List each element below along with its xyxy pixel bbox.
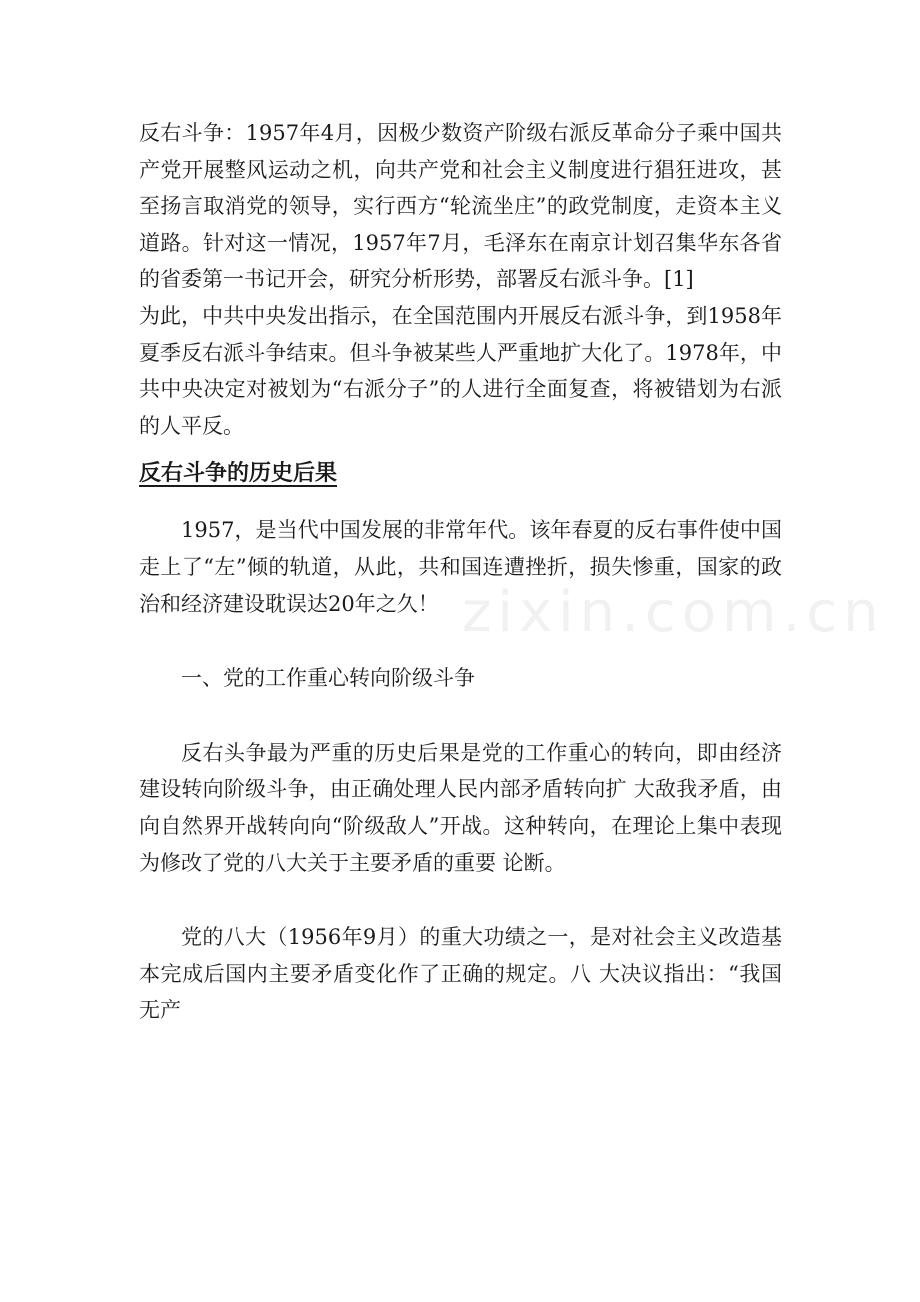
paragraph-shift: 反右头争最为严重的历史后果是党的工作重心的转向，即由经济建设转向阶级斗争，由正确处理人民内部矛盾转向扩 大敌我矛盾，由向自然界开战转向向“阶级敌人”开战。这种转向，在理论上集中表现为修改了党的八大关于主要矛盾的重要 论断。 bbox=[139, 740, 782, 875]
spacer bbox=[139, 498, 782, 512]
spacer bbox=[139, 697, 782, 735]
paragraph-campaign-end: 为此，中共中央发出指示，在全国范围内开展反右派斗争，到1958年夏季反右派斗争结束。但斗争被某些人严重地扩大化了。1978年，中共中央决定对被划为“右派分子”的人进行全面复查，将被错划为右派的人平反。 bbox=[139, 303, 782, 438]
spacer bbox=[139, 622, 782, 660]
spacer bbox=[139, 881, 782, 919]
paragraph-intro: 反右斗争：1957年4月，因极少数资产阶级右派反革命分子乘中国共产党开展整风运动之机，向共产党和社会主义制度进行猖狂进攻，甚至扬言取消党的领导，实行西方“轮流坐庄”的政党制度，走资本主义道路。针对这一情况，1957年7月，毛泽东在南京计划召集华东各省的省委第一书记开会，研究分析形势，部署反右派斗争。[1] bbox=[139, 121, 782, 292]
subsection-title: 一、党的工作重心转向阶级斗争 bbox=[181, 666, 475, 691]
document-body bbox=[139, 115, 782, 1029]
section-heading: 反右斗争的历史后果 bbox=[139, 461, 338, 487]
paragraph-eighth-congress: 党的八大（1956年9月）的重大功绩之一，是对社会主义改造基本完成后国内主要矛盾变化作了正确的规定。八 大决议指出：“我国无产 bbox=[139, 925, 782, 1023]
paragraph-consequences: 1957，是当代中国发展的非常年代。该年春夏的反右事件使中国走上了“左”倾的轨道，从此，共和国连遭挫折，损失惨重，国家的政治和经济建设耽误达20年之久！ bbox=[139, 518, 782, 616]
watermark: zixin.com.cn bbox=[462, 580, 885, 645]
